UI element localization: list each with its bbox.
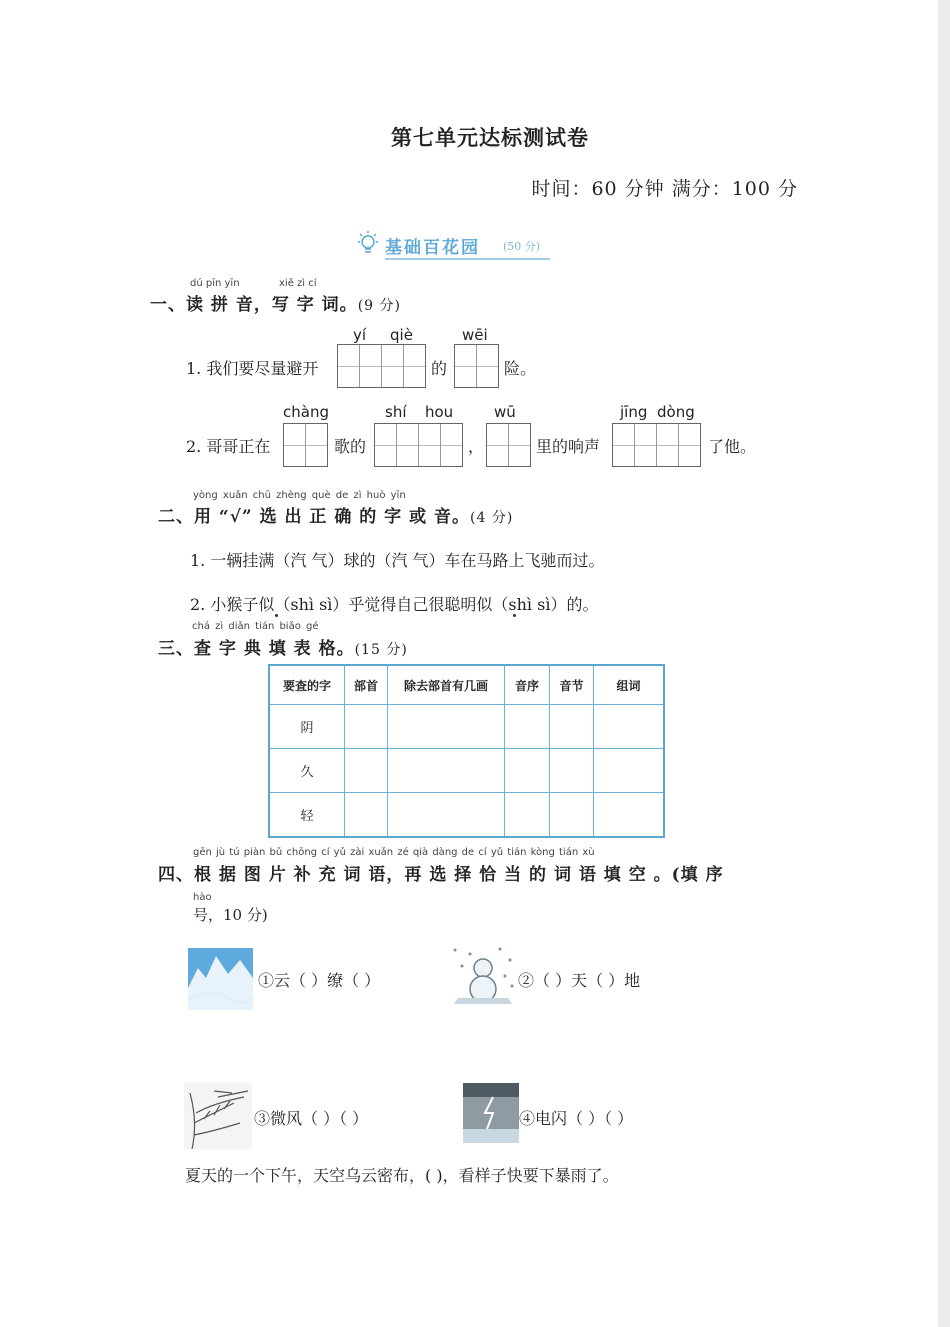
q1-text-b: 的	[431, 359, 448, 378]
col-header: 音节	[550, 665, 594, 705]
banner-underline	[385, 258, 550, 260]
s3-score: (15 分)	[354, 642, 408, 658]
blank-cell[interactable]	[550, 705, 594, 749]
s2-heading	[158, 502, 513, 527]
table-row	[269, 705, 664, 749]
q2-pinyin-1: chàng	[283, 403, 329, 421]
blank-cell[interactable]	[550, 749, 594, 793]
q1-answer-box-2[interactable]	[454, 344, 499, 388]
q2-pinyin-6: dòng	[657, 403, 695, 421]
blank-cell[interactable]	[594, 705, 665, 749]
lightbulb-icon	[355, 230, 381, 258]
q1-pinyin-2: qiè	[390, 326, 413, 344]
blank-cell[interactable]	[505, 705, 550, 749]
emphasis-dot	[275, 614, 278, 617]
dictionary-table	[268, 664, 665, 838]
char-cell: 阴	[269, 705, 345, 749]
blank-cell[interactable]	[594, 793, 665, 838]
char-cell: 久	[269, 749, 345, 793]
emphasis-dot	[513, 614, 516, 617]
s4-pinyin-2: hào	[193, 892, 212, 903]
table-header-row	[269, 665, 664, 705]
s2-heading-text: 二、用 “√” 选 出 正 确 的 字 或 音。	[158, 507, 470, 527]
s3-pinyin: chá zì diǎn tián biǎo gé	[192, 621, 319, 632]
s4-heading: 四、根 据 图 片 补 充 词 语，再 选 择 恰 当 的 词 语 填 空 。(填 序	[158, 865, 724, 885]
blank-cell[interactable]	[345, 705, 388, 749]
col-header: 要查的字	[269, 665, 345, 705]
snowman-picture	[450, 946, 516, 1004]
banner-label: 基础百花园	[385, 238, 480, 258]
q2-pinyin-3: hou	[425, 403, 454, 421]
lightning-picture	[463, 1083, 519, 1143]
blank-cell[interactable]	[345, 749, 388, 793]
q1-pinyin-1: yí	[353, 326, 367, 344]
char-cell: 轻	[269, 793, 345, 838]
col-header: 组词	[594, 665, 665, 705]
col-header: 除去部首有几画	[388, 665, 505, 705]
s4-heading-cont: 号，10 分)	[193, 906, 268, 924]
q2-pinyin-2: shí	[385, 403, 407, 421]
page-title: 第七单元达标测试卷	[391, 125, 589, 150]
page-edge	[938, 0, 950, 1327]
s2-question-1: 1. 一辆挂满（汽 气）球的（汽 气）车在马路上飞驰而过。	[190, 551, 605, 570]
q2-pinyin-5: jīng	[620, 403, 648, 421]
s4-sentence: 夏天的一个下午，天空乌云密布，( )，看样子快要下暴雨了。	[185, 1166, 619, 1185]
blank-cell[interactable]	[505, 793, 550, 838]
s2-pinyin: yòng xuǎn chū zhèng què de zì huò yīn	[193, 490, 406, 501]
col-header: 音序	[505, 665, 550, 705]
banner-points: (50 分)	[503, 240, 541, 253]
q2-answer-box-4[interactable]	[612, 423, 701, 467]
time-score-info: 时间：60 分钟 满分：100 分	[531, 178, 798, 200]
s1-pinyin-b: xiě zì cí	[279, 278, 317, 289]
q2-text-a: 2. 哥哥正在	[186, 437, 271, 456]
blank-cell[interactable]	[505, 749, 550, 793]
s4-item-2: ②（ ）天（ ）地	[518, 971, 641, 990]
blank-cell[interactable]	[388, 749, 505, 793]
s1-heading	[150, 290, 401, 315]
s2-score: (4 分)	[470, 510, 514, 526]
s4-item-4: ④电闪（ ）（ ）	[519, 1109, 634, 1128]
s3-heading	[158, 634, 408, 659]
table-row	[269, 793, 664, 838]
q2-answer-box-3[interactable]	[486, 423, 531, 467]
blank-cell[interactable]	[388, 793, 505, 838]
blank-cell[interactable]	[594, 749, 665, 793]
q2-text-d: 里的响声	[536, 437, 601, 456]
s1-score: (9 分)	[357, 298, 401, 314]
blank-cell[interactable]	[345, 793, 388, 838]
q2-answer-box-2[interactable]	[374, 423, 463, 467]
blank-cell[interactable]	[550, 793, 594, 838]
s4-item-1: ①云（ ）缭（ ）	[258, 971, 381, 990]
s2-question-2: 2. 小猴子似（shì sì）乎觉得自己很聪明似（shì sì）的。	[190, 595, 599, 614]
s4-pinyin: gēn jù tú piàn bǔ chōng cí yǔ zài xuǎn zé qià dàng de cí yǔ tián kòng tián xù	[193, 847, 595, 858]
s1-heading-text: 一、读 拼 音，写 字 词。	[150, 295, 358, 315]
q2-text-b: 歌的	[334, 437, 367, 456]
q2-text-c: ，	[468, 437, 485, 456]
blank-cell[interactable]	[388, 705, 505, 749]
q1-answer-box-1[interactable]	[337, 344, 426, 388]
table-row	[269, 749, 664, 793]
q1-pinyin-3: wēi	[462, 326, 488, 344]
q2-pinyin-4: wū	[494, 403, 516, 421]
col-header: 部首	[345, 665, 388, 705]
cloud-mountain-picture	[188, 948, 253, 1010]
q1-text-a: 1. 我们要尽量避开	[186, 359, 319, 378]
q2-text-e: 了他。	[708, 437, 757, 456]
section-banner	[355, 230, 555, 260]
s3-heading-text: 三、查 字 典 填 表 格。	[158, 639, 355, 659]
s4-item-3: ③微风（ ）（ ）	[254, 1109, 369, 1128]
q2-answer-box-1[interactable]	[283, 423, 328, 467]
tree-breeze-picture	[184, 1083, 252, 1149]
q1-text-c: 险。	[504, 359, 537, 378]
s1-pinyin-a: dú pīn yīn	[190, 278, 240, 289]
